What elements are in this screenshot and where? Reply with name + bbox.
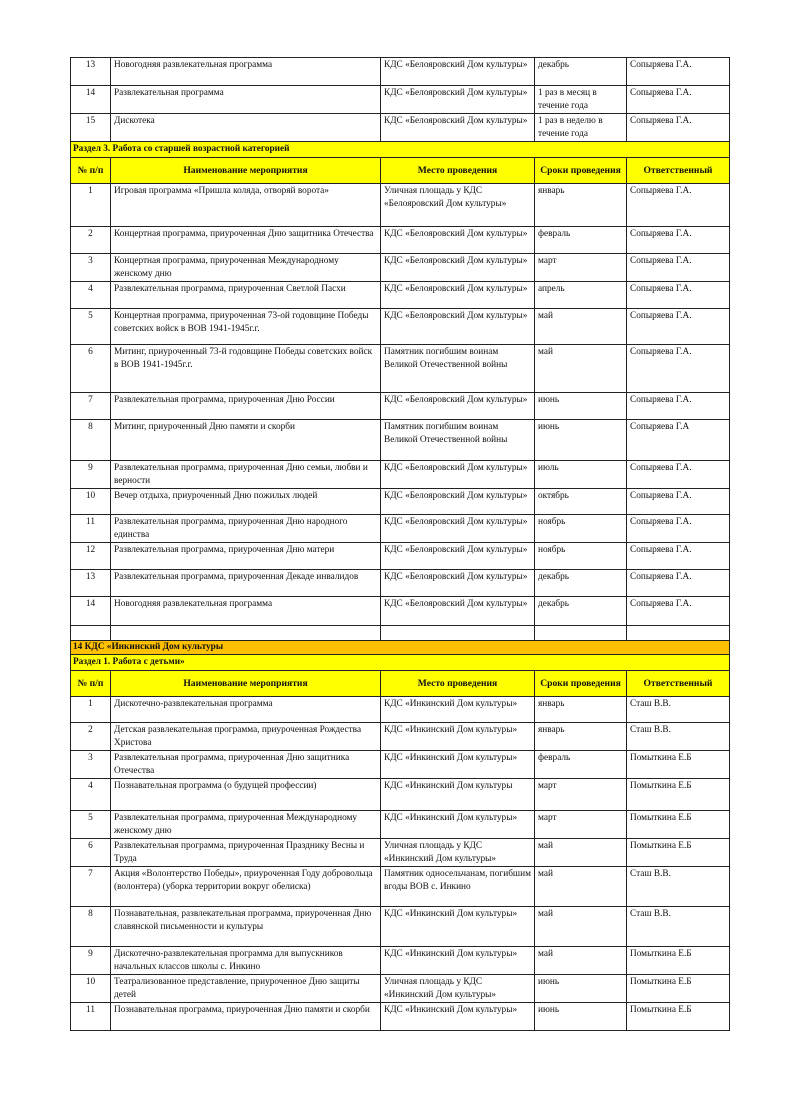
table-row (71, 907, 730, 947)
cell-name: Концертная программа, приуроченная 73-ой годовщине Победы советских войск в ВОВ 1941-1945г.г. (111, 309, 381, 345)
cell-responsible: Помыткина Е.Б (627, 1003, 730, 1031)
cell-name: Акция «Волонтерство Победы», приуроченная Году добровольца (волонтера) (уборка территории вокруг обелиска) (111, 867, 381, 907)
cell-name: Развлекательная программа, приуроченная Дню защитника Отечества (111, 751, 381, 779)
cell-num: 12 (71, 543, 111, 570)
cell-name: Митинг, приуроченный Дню памяти и скорби (111, 420, 381, 461)
cell-date: декабрь (535, 570, 627, 597)
cell-name: Вечер отдыха, приуроченный Дню пожилых людей (111, 489, 381, 515)
section-header (71, 142, 730, 158)
cell-name: Познавательная, развлекательная программа, приуроченная Дню славянской письменности и культуры (111, 907, 381, 947)
cell-place: КДС «Белояровский Дом культуры» (381, 570, 535, 597)
cell-name: Новогодняя развлекательная программа (111, 58, 381, 86)
cell-name: Развлекательная программа (111, 86, 381, 114)
column-header-date: Сроки проведения (535, 671, 627, 697)
cell-place: КДС «Белояровский Дом культуры» (381, 489, 535, 515)
cell-place: КДС «Белояровский Дом культуры» (381, 227, 535, 254)
cell-date: июнь (535, 1003, 627, 1031)
column-header-row (71, 158, 730, 184)
table-row (71, 58, 730, 86)
column-header-place: Место проведения (381, 158, 535, 184)
cell-num: 1 (71, 184, 111, 227)
cell-place: КДС «Белояровский Дом культуры» (381, 58, 535, 86)
cell-place: КДС «Белояровский Дом культуры» (381, 309, 535, 345)
cell-responsible: Помыткина Е.Б (627, 751, 730, 779)
cell-num: 8 (71, 420, 111, 461)
cell-place: КДС «Белояровский Дом культуры» (381, 86, 535, 114)
cell-place: Памятник погибшим воинам Великой Отечественной войны (381, 345, 535, 393)
table-row (71, 254, 730, 282)
cell-date: 1 раз в месяц в течение года (535, 86, 627, 114)
cell-name: Детская развлекательная программа, приуроченная Рождества Христова (111, 723, 381, 751)
cell-responsible: Сопыряева Г.А. (627, 515, 730, 543)
cell-place: Уличная площадь у КДС «Белояровский Дом культуры» (381, 184, 535, 227)
table-row (71, 489, 730, 515)
table-row (71, 393, 730, 420)
cell-num: 8 (71, 907, 111, 947)
cell-num: 11 (71, 1003, 111, 1031)
cell-num: 2 (71, 723, 111, 751)
cell-responsible: Сопыряева Г.А. (627, 570, 730, 597)
cell-name: Развлекательная программа, приуроченная Дню России (111, 393, 381, 420)
table-row (71, 309, 730, 345)
cell-num: 3 (71, 751, 111, 779)
table-row (71, 867, 730, 907)
cell-responsible: Сопыряева Г.А. (627, 393, 730, 420)
cell-responsible: Помыткина Е.Б (627, 779, 730, 811)
cell-place: КДС «Белояровский Дом культуры» (381, 114, 535, 142)
cell-name: Развлекательная программа, приуроченная Празднику Весны и Труда (111, 839, 381, 867)
section-header-title: Раздел 3. Работа со старшей возрастной категорией (71, 142, 730, 158)
cell-name: Познавательная программа (о будущей профессии) (111, 779, 381, 811)
cell-responsible: Помыткина Е.Б (627, 839, 730, 867)
cell-num: 7 (71, 393, 111, 420)
cell-num: 4 (71, 282, 111, 309)
cell-name: Развлекательная программа, приуроченная Международному женскому дню (111, 811, 381, 839)
cell-name: Митинг, приуроченный 73-й годовщине Победы советских войск в ВОВ 1941-1945г.г. (111, 345, 381, 393)
cell-responsible: Сопыряева Г.А. (627, 597, 730, 626)
cell-name: Развлекательная программа, приуроченная Дню народного единства (111, 515, 381, 543)
cell-responsible: Помыткина Е.Б (627, 947, 730, 975)
table-row (71, 86, 730, 114)
table-row (71, 227, 730, 254)
cell-place: КДС «Инкинский Дом культуры» (381, 947, 535, 975)
table-row (71, 543, 730, 570)
cell-name: Концертная программа, приуроченная Международному женскому дню (111, 254, 381, 282)
cell-date: май (535, 345, 627, 393)
cell-num: 5 (71, 309, 111, 345)
cell-responsible: Помыткина Е.Б (627, 975, 730, 1003)
table-row (71, 184, 730, 227)
cell-responsible: Сопыряева Г.А. (627, 309, 730, 345)
cell-responsible: Сопыряева Г.А. (627, 282, 730, 309)
cell-place: КДС «Инкинский Дом культуры (381, 779, 535, 811)
empty-cell (111, 626, 381, 641)
cell-date: май (535, 947, 627, 975)
table-row (71, 947, 730, 975)
cell-date: июль (535, 461, 627, 489)
table-row (71, 597, 730, 626)
cell-name: Развлекательная программа, приуроченная Дню семьи, любви и верности (111, 461, 381, 489)
cell-name: Развлекательная программа, приуроченная Светлой Пасхи (111, 282, 381, 309)
cell-date: май (535, 907, 627, 947)
cell-responsible: Сопыряева Г.А. (627, 86, 730, 114)
cell-responsible: Сташ В.В. (627, 697, 730, 723)
cell-responsible: Сопыряева Г.А. (627, 489, 730, 515)
section-header-title: Раздел 1. Работа с детьми» (71, 655, 730, 671)
cell-date: апрель (535, 282, 627, 309)
cell-num: 7 (71, 867, 111, 907)
cell-responsible: Сташ В.В. (627, 723, 730, 751)
table-row (71, 779, 730, 811)
section-header (71, 655, 730, 671)
column-header-name: Наименование мероприятия (111, 671, 381, 697)
cell-name: Познавательная программа, приуроченная Дню памяти и скорби (111, 1003, 381, 1031)
cell-num: 3 (71, 254, 111, 282)
cell-responsible: Сопыряева Г.А. (627, 254, 730, 282)
empty-cell (535, 626, 627, 641)
cell-responsible: Сташ В.В. (627, 867, 730, 907)
column-header-responsible: Ответственный (627, 671, 730, 697)
cell-place: Уличная площадь у КДС «Инкинский Дом культуры» (381, 975, 535, 1003)
table-row (71, 751, 730, 779)
table-row (71, 515, 730, 543)
table-row (71, 975, 730, 1003)
cell-date: декабрь (535, 58, 627, 86)
cell-name: Дискотечно-развлекательная программа (111, 697, 381, 723)
column-header-place: Место проведения (381, 671, 535, 697)
table-row (71, 570, 730, 597)
cell-responsible: Сопыряева Г.А. (627, 58, 730, 86)
cell-date: июнь (535, 975, 627, 1003)
cell-date: июнь (535, 393, 627, 420)
cell-responsible: Сопыряева Г.А. (627, 461, 730, 489)
cell-responsible: Сопыряева Г.А. (627, 227, 730, 254)
cell-place: КДС «Белояровский Дом культуры» (381, 543, 535, 570)
cell-num: 5 (71, 811, 111, 839)
cell-responsible: Сташ В.В. (627, 907, 730, 947)
table-row (71, 839, 730, 867)
table-row (71, 697, 730, 723)
table-row (71, 811, 730, 839)
cell-responsible: Сопыряева Г.А (627, 420, 730, 461)
column-header-num: № п/п (71, 158, 111, 184)
cell-date: январь (535, 697, 627, 723)
cell-num: 6 (71, 345, 111, 393)
cell-num: 14 (71, 86, 111, 114)
cell-place: КДС «Инкинский Дом культуры» (381, 723, 535, 751)
empty-cell (627, 626, 730, 641)
cell-date: май (535, 867, 627, 907)
cell-responsible: Сопыряева Г.А. (627, 345, 730, 393)
cell-date: март (535, 779, 627, 811)
cell-name: Дискотека (111, 114, 381, 142)
table-row (71, 420, 730, 461)
cell-num: 14 (71, 597, 111, 626)
column-header-num: № п/п (71, 671, 111, 697)
cell-date: март (535, 811, 627, 839)
empty-cell (381, 626, 535, 641)
cell-num: 10 (71, 489, 111, 515)
cell-date: июнь (535, 420, 627, 461)
cell-date: февраль (535, 227, 627, 254)
cell-responsible: Сопыряева Г.А. (627, 184, 730, 227)
table-row (71, 723, 730, 751)
empty-row (71, 626, 730, 641)
cell-responsible: Сопыряева Г.А. (627, 543, 730, 570)
cell-place: КДС «Инкинский Дом культуры» (381, 751, 535, 779)
cell-date: январь (535, 184, 627, 227)
cell-responsible: Помыткина Е.Б (627, 811, 730, 839)
cell-date: март (535, 254, 627, 282)
cell-num: 15 (71, 114, 111, 142)
cell-num: 13 (71, 570, 111, 597)
cell-place: Памятник погибшим воинам Великой Отечественной войны (381, 420, 535, 461)
organization-header (71, 641, 730, 655)
table-row (71, 1003, 730, 1031)
cell-place: Уличная площадь у КДС «Инкинский Дом культуры» (381, 839, 535, 867)
cell-name: Игровая программа «Пришла коляда, отворяй ворота» (111, 184, 381, 227)
cell-num: 9 (71, 461, 111, 489)
cell-place: КДС «Белояровский Дом культуры» (381, 282, 535, 309)
cell-date: ноябрь (535, 515, 627, 543)
column-header-row (71, 671, 730, 697)
cell-name: Развлекательная программа, приуроченная Дню матери (111, 543, 381, 570)
cell-name: Концертная программа, приуроченная Дню защитника Отечества (111, 227, 381, 254)
cell-num: 6 (71, 839, 111, 867)
cell-place: КДС «Инкинский Дом культуры» (381, 811, 535, 839)
cell-date: октябрь (535, 489, 627, 515)
cell-num: 9 (71, 947, 111, 975)
cell-name: Театрализованное представление, приуроченное Дню защиты детей (111, 975, 381, 1003)
cell-place: КДС «Белояровский Дом культуры» (381, 597, 535, 626)
cell-place: КДС «Белояровский Дом культуры» (381, 515, 535, 543)
cell-num: 11 (71, 515, 111, 543)
cell-place: КДС «Белояровский Дом культуры» (381, 254, 535, 282)
cell-place: КДС «Инкинский Дом культуры» (381, 907, 535, 947)
cell-num: 13 (71, 58, 111, 86)
cell-name: Дискотечно-развлекательная программа для выпускников начальных классов школы с. Инкино (111, 947, 381, 975)
cell-date: май (535, 839, 627, 867)
table-row (71, 114, 730, 142)
events-plan-table (70, 57, 730, 1031)
cell-num: 10 (71, 975, 111, 1003)
empty-cell (71, 626, 111, 641)
cell-date: февраль (535, 751, 627, 779)
organization-header-title: 14 КДС «Инкинский Дом культуры (71, 641, 730, 655)
cell-date: май (535, 309, 627, 345)
cell-place: КДС «Инкинский Дом культуры» (381, 697, 535, 723)
cell-date: 1 раз в неделю в течение года (535, 114, 627, 142)
column-header-responsible: Ответственный (627, 158, 730, 184)
cell-num: 4 (71, 779, 111, 811)
cell-place: КДС «Инкинский Дом культуры» (381, 1003, 535, 1031)
table-row (71, 461, 730, 489)
cell-place: КДС «Белояровский Дом культуры» (381, 393, 535, 420)
cell-date: январь (535, 723, 627, 751)
column-header-date: Сроки проведения (535, 158, 627, 184)
cell-place: КДС «Белояровский Дом культуры» (381, 461, 535, 489)
cell-name: Развлекательная программа, приуроченная Декаде инвалидов (111, 570, 381, 597)
cell-name: Новогодняя развлекательная программа (111, 597, 381, 626)
column-header-name: Наименование мероприятия (111, 158, 381, 184)
table-row (71, 345, 730, 393)
table-row (71, 282, 730, 309)
cell-date: ноябрь (535, 543, 627, 570)
cell-date: декабрь (535, 597, 627, 626)
cell-num: 2 (71, 227, 111, 254)
cell-place: Памятник односельчанам, погибшим вгоды ВОВ с. Инкино (381, 867, 535, 907)
cell-num: 1 (71, 697, 111, 723)
table-body (71, 58, 730, 1031)
cell-responsible: Сопыряева Г.А. (627, 114, 730, 142)
